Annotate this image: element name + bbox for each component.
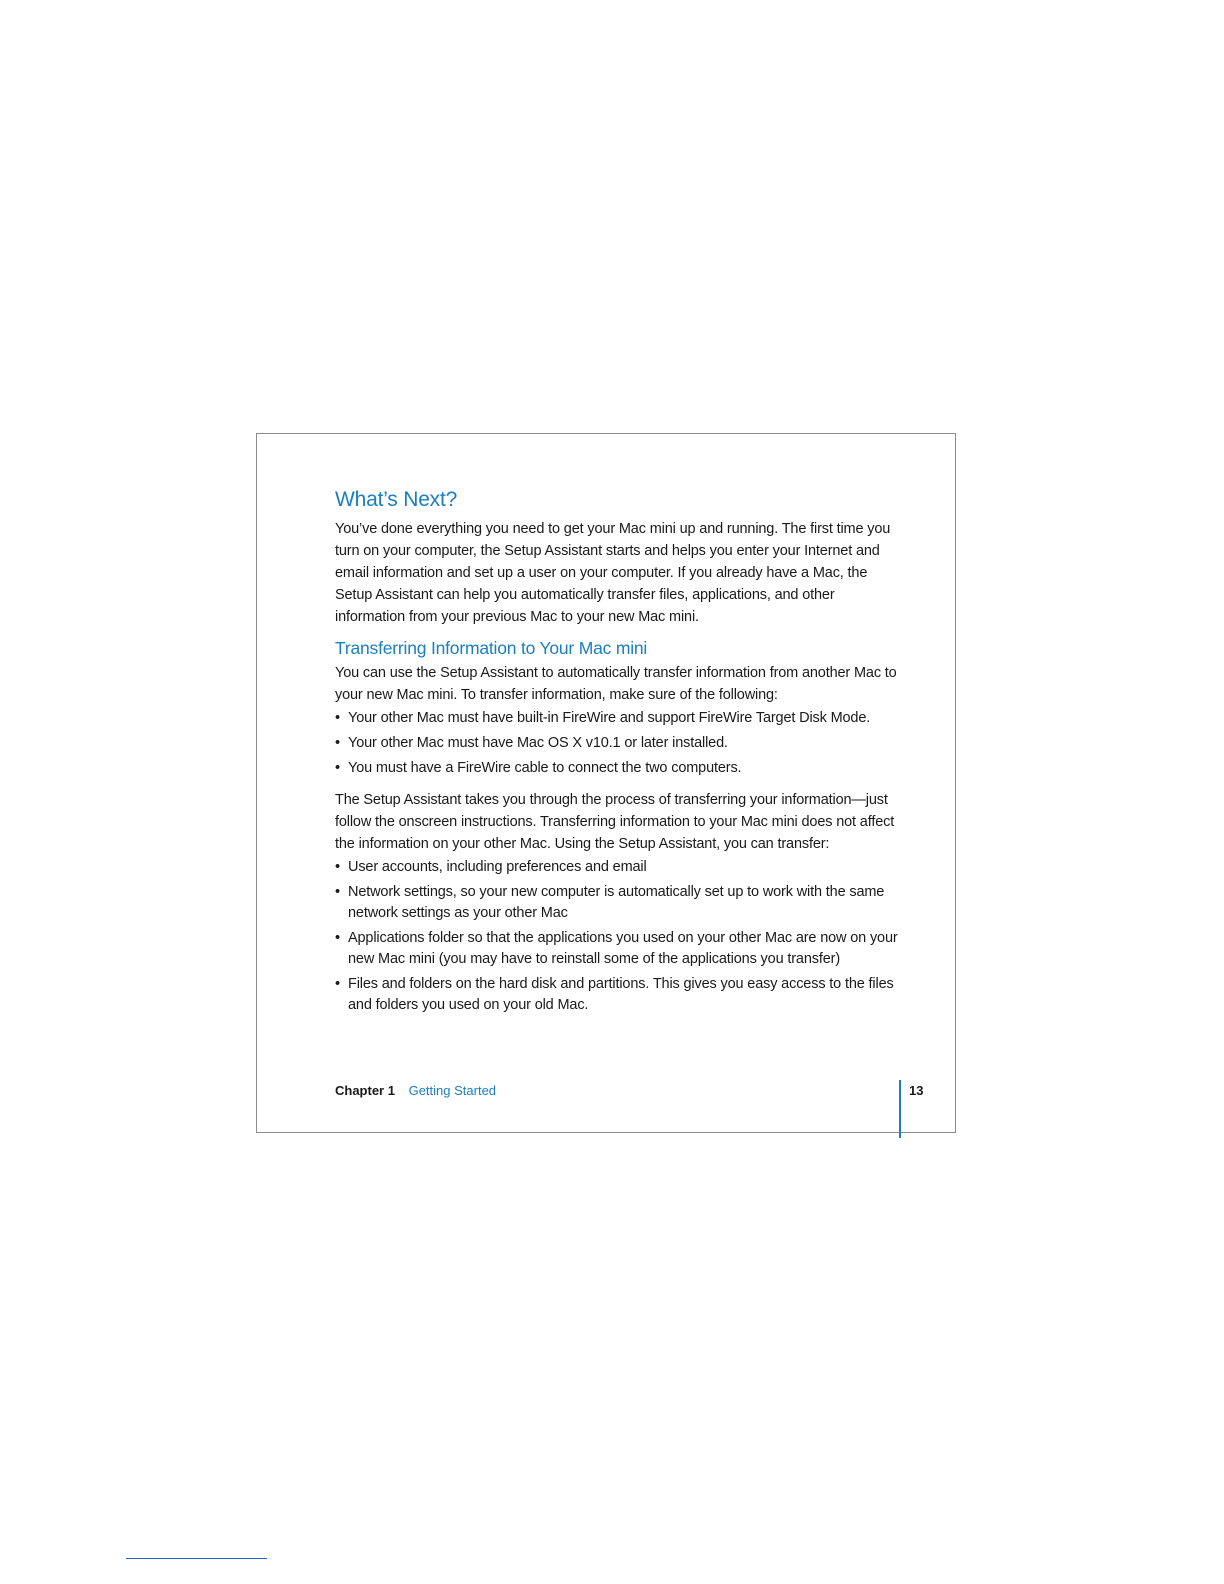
intro-paragraph: You’ve done everything you need to get your Mac mini up and running. The first time you turn on your computer, the Setup Assistant starts and helps you enter your Internet and email information and set up a user on your computer. If you already have a Mac, the Setup Assistant can help you automatically transfer files, applications, and other information from your previous Mac to your new Mac mini.	[335, 521, 891, 625]
list-item: • Files and folders on the hard disk and partitions. This gives you easy access to the files and folders you used on your old Mac.	[335, 974, 901, 1016]
list-item: • Your other Mac must have Mac OS X v10.1 or later installed.	[335, 733, 901, 754]
chapter-label: Chapter 1	[335, 1083, 395, 1098]
footer-chapter	[335, 1082, 496, 1100]
bottom-rule	[126, 1558, 267, 1559]
transfer-items-list	[335, 857, 901, 1016]
list-item: • User accounts, including preferences and email	[335, 857, 901, 878]
transfer-intro-paragraph: You can use the Setup Assistant to automatically transfer information from another Mac to your new Mac mini. To transfer information, make sure of the following:	[335, 665, 897, 703]
list-item: • Applications folder so that the applications you used on your other Mac are now on your new Mac mini (you may have to reinstall some of the applications you transfer)	[335, 928, 901, 970]
footer-divider	[899, 1080, 901, 1138]
requirements-list	[335, 708, 901, 779]
page-number: 13	[909, 1083, 924, 1098]
page-content	[335, 486, 901, 1026]
list-item: • Your other Mac must have built-in FireWire and support FireWire Target Disk Mode.	[335, 708, 901, 729]
section-title-whats-next: What’s Next?	[335, 488, 458, 511]
section-title-transferring: Transferring Information to Your Mac mini	[335, 638, 648, 658]
chapter-title: Getting Started	[408, 1083, 497, 1098]
transfer-process-paragraph: The Setup Assistant takes you through the process of transferring your information—just follow the onscreen instructions. Transferring information to your Mac mini does not affect the information on your other Mac. Using the Setup Assistant, you can transfer:	[335, 792, 895, 852]
page-frame	[256, 433, 956, 1133]
list-item: • You must have a FireWire cable to connect the two computers.	[335, 758, 901, 779]
list-item: • Network settings, so your new computer is automatically set up to work with the same network settings as your other Mac	[335, 882, 901, 924]
